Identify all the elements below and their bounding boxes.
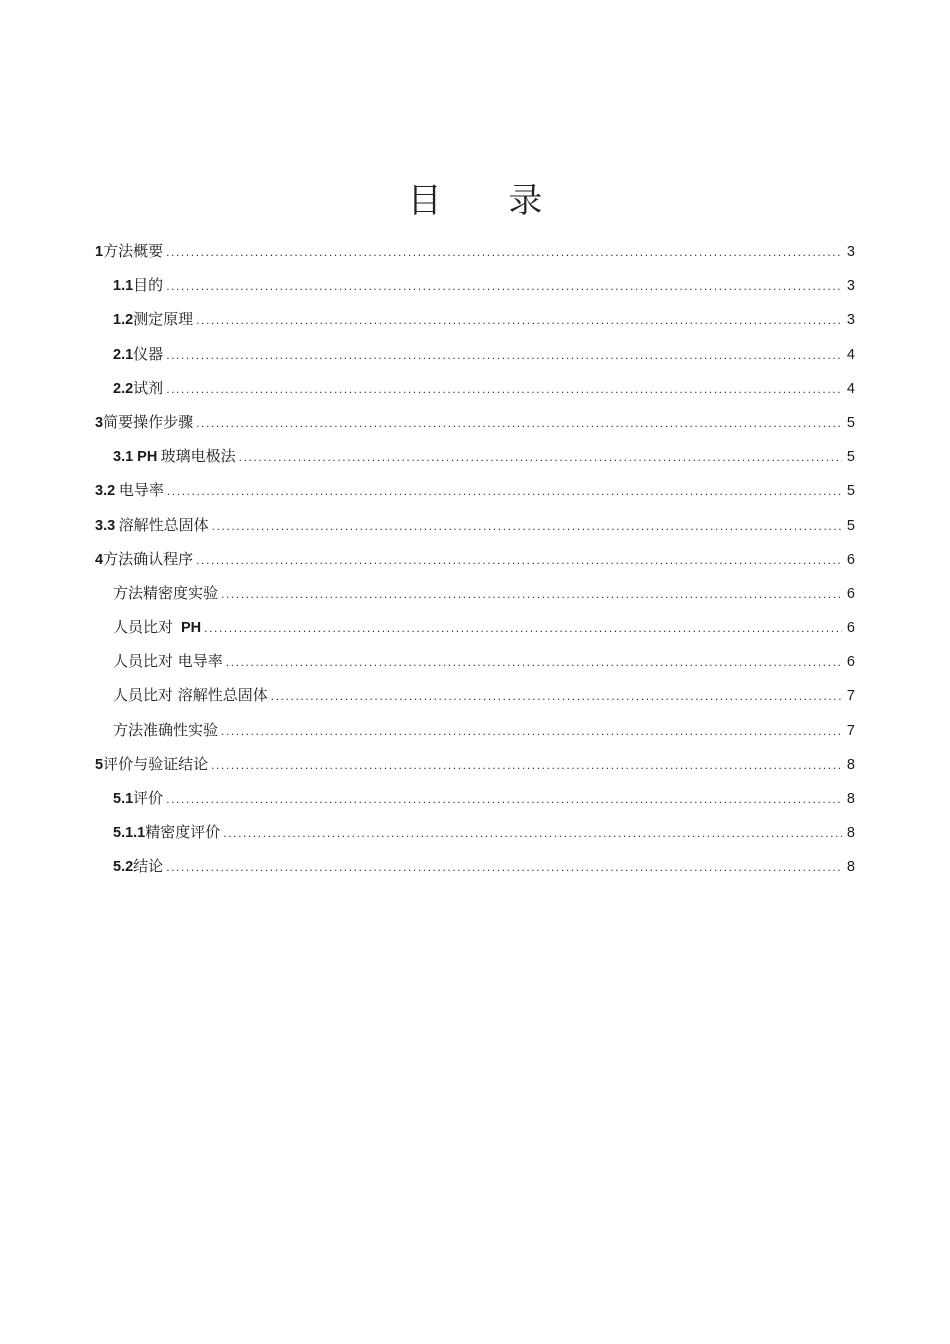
toc-entry-title: 方法精密度实验: [113, 583, 219, 602]
toc-entry-page: 8: [846, 825, 855, 842]
dot-leader: [212, 509, 842, 543]
toc-entry-number: 5.2: [113, 859, 134, 876]
toc-entry-page: 4: [846, 380, 855, 397]
toc-entry[interactable]: [95, 302, 855, 336]
dot-leader: [167, 474, 842, 508]
toc-entry[interactable]: [95, 678, 855, 712]
toc-entry-number: 3.2: [95, 483, 116, 500]
dot-leader: [166, 269, 842, 303]
toc-entry-title: 简要操作步骤: [103, 412, 194, 431]
toc-entry[interactable]: [95, 781, 855, 815]
toc-entry-title: 人员比对 电导率: [113, 652, 223, 671]
toc-entry-title: 结论: [133, 857, 164, 876]
dot-leader: [221, 714, 842, 748]
dot-leader: [166, 338, 842, 372]
toc-entry[interactable]: [95, 337, 855, 371]
toc-entry-number: 1.1: [113, 278, 134, 295]
toc-entry-title: 电导率: [118, 481, 164, 500]
toc-entry[interactable]: [95, 542, 855, 576]
toc-entry-number: 1: [95, 244, 104, 260]
toc-entry-suffix: PH: [181, 620, 202, 637]
toc-entry-title: 玻璃电极法: [160, 447, 236, 466]
dot-leader: [166, 850, 842, 884]
dot-leader: [271, 679, 842, 713]
toc-entry-title: 评价: [133, 789, 164, 807]
toc-entry-page: 3: [846, 312, 855, 329]
dot-leader: [196, 303, 842, 337]
toc-entry[interactable]: [95, 815, 855, 849]
toc-entry[interactable]: [95, 747, 855, 781]
toc-entry-page: 4: [846, 346, 855, 363]
toc-entry[interactable]: [95, 713, 855, 747]
toc-entry-number: 2.1: [113, 346, 134, 363]
toc-entry-number: 3.3: [95, 517, 116, 534]
toc-entry-page: 5: [846, 517, 855, 534]
dot-leader: [166, 235, 842, 269]
toc-entry-page: 8: [846, 756, 855, 773]
toc-entry[interactable]: [95, 268, 855, 302]
toc-entry-page: 3: [846, 278, 855, 295]
toc-entry-page: 3: [846, 244, 855, 260]
toc-entry[interactable]: [95, 576, 855, 610]
toc-entry-title: 方法准确性实验: [113, 720, 219, 739]
toc-entry-page: 6: [846, 654, 855, 671]
toc-entry-page: 6: [846, 551, 855, 568]
toc-entry-title: 人员比对 溶解性总固体: [113, 686, 268, 705]
dot-leader: [204, 611, 842, 645]
toc-entry-page: 5: [846, 483, 855, 500]
toc-entry-page: 5: [846, 414, 855, 431]
toc-entry[interactable]: [95, 508, 855, 542]
dot-leader: [223, 816, 842, 850]
toc-entry-page: 7: [846, 722, 855, 739]
toc-entry-title: 测定原理: [133, 310, 194, 329]
toc-entry-title: 精密度评价: [145, 823, 221, 842]
dot-leader: [239, 440, 842, 474]
toc-entry-number: 5: [95, 756, 104, 773]
toc-entry[interactable]: [95, 234, 855, 268]
toc-entry[interactable]: [95, 405, 855, 439]
dot-leader: [226, 645, 842, 679]
toc-entry-page: 6: [846, 585, 855, 602]
toc-entry-number: 1.2: [113, 312, 134, 329]
toc-entry[interactable]: [95, 849, 855, 883]
toc-entry-number: 3.1 PH: [113, 449, 158, 466]
toc-entry[interactable]: [95, 610, 855, 644]
toc-entry[interactable]: [95, 439, 855, 473]
toc-entry-number: 3: [95, 414, 104, 431]
toc-entry-number: 2.2: [113, 380, 134, 397]
toc-entry-number: 5.1.1: [113, 825, 146, 842]
toc-entry-title: 方法确认程序: [103, 549, 194, 568]
toc-entry-page: 5: [846, 449, 855, 466]
toc-entry-title: 仪器: [133, 344, 164, 363]
toc-entry-page: 7: [846, 688, 855, 705]
toc-entry-page: 6: [846, 620, 855, 637]
toc-entry-number: 4: [95, 551, 104, 568]
toc-entry-title: 试剂: [133, 378, 164, 397]
dot-leader: [166, 372, 842, 406]
toc-entry-title: 溶解性总固体: [118, 515, 209, 534]
toc-entry-title: 评价与验证结论: [103, 754, 209, 773]
toc-entry-title: 人员比对: [113, 618, 174, 637]
dot-leader: [196, 406, 842, 440]
dot-leader: [196, 543, 842, 577]
toc-entry-title: 目的: [133, 276, 164, 295]
dot-leader: [221, 577, 842, 611]
dot-leader: [211, 748, 842, 782]
dot-leader: [166, 782, 842, 816]
toc-entry[interactable]: [95, 371, 855, 405]
toc-entry[interactable]: [95, 473, 855, 507]
toc-entry-page: 8: [846, 859, 855, 876]
toc-entry-title: 方法概要: [103, 242, 164, 260]
page-title: 目 录: [407, 180, 571, 221]
toc-entry-page: 8: [846, 791, 855, 807]
table-of-contents: [95, 234, 855, 884]
toc-entry-number: 5.1: [113, 791, 134, 807]
toc-entry[interactable]: [95, 644, 855, 678]
